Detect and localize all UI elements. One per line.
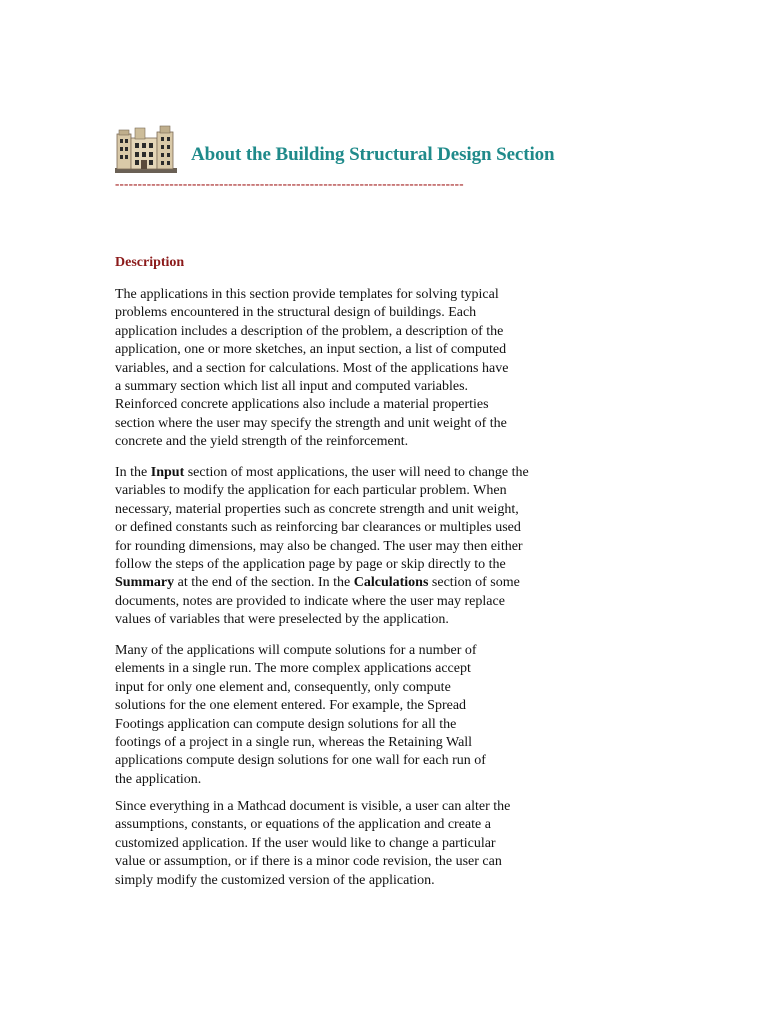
text-line: Footings application can compute design solutions for all the bbox=[115, 716, 457, 732]
text-line: application includes a description of the problem, a description of the bbox=[115, 323, 504, 339]
text-line: Reinforced concrete applications also include a material properties bbox=[115, 397, 489, 413]
paragraph-multiple-elements bbox=[115, 642, 565, 789]
emphasis-calculations: Calculations bbox=[353, 575, 429, 591]
text-line: a summary section which list all input and computed variables. bbox=[115, 379, 469, 395]
text-line: follow the steps of the application page by page or skip directly to the bbox=[115, 557, 506, 573]
emphasis-input: Input bbox=[150, 465, 185, 480]
text-line: customized application. If the user would like to change a particular bbox=[115, 835, 496, 851]
text-fragment: at the end of the section. In the bbox=[174, 575, 354, 591]
text-fragment: In the bbox=[115, 465, 151, 480]
text-line: The applications in this section provide templates for solving typical bbox=[115, 287, 499, 302]
text-line: values of variables that were preselected by the application. bbox=[115, 612, 449, 628]
text-line: Since everything in a Mathcad document is visible, a user can alter the bbox=[115, 799, 511, 814]
text-line: variables to modify the application for each particular problem. When bbox=[115, 483, 507, 499]
text-line: assumptions, constants, or equations of the application and create a bbox=[115, 817, 491, 833]
emphasis-summary: Summary bbox=[115, 575, 175, 591]
text-line: Many of the applications will compute solutions for a number of bbox=[115, 643, 477, 658]
page-title: About the Building Structural Design Section bbox=[191, 144, 555, 165]
text-line: elements in a single run. The more complex applications accept bbox=[115, 661, 471, 677]
paragraph-input-section bbox=[115, 464, 565, 630]
text-line: application, one or more sketches, an input section, a list of computed bbox=[115, 342, 507, 358]
text-line: applications compute design solutions for one wall for each run of bbox=[115, 753, 486, 769]
text-line: simply modify the customized version of the application. bbox=[115, 872, 435, 888]
section-heading-description: Description bbox=[115, 255, 185, 270]
text-line: or defined constants such as reinforcing bar clearances or multiples used bbox=[115, 520, 521, 536]
text-line: input for only one element and, consequently, only compute bbox=[115, 679, 451, 695]
building-icon bbox=[115, 124, 177, 174]
paragraph-templates bbox=[115, 286, 565, 452]
paragraph-customization bbox=[115, 798, 565, 890]
text-line: footings of a project in a single run, whereas the Retaining Wall bbox=[115, 735, 473, 751]
text-line: section where the user may specify the strength and unit weight of the bbox=[115, 415, 507, 431]
text-line: value or assumption, or if there is a minor code revision, the user can bbox=[115, 854, 502, 870]
text-line: problems encountered in the structural design of buildings. Each bbox=[115, 305, 477, 321]
text-line: for rounding dimensions, may also be changed. The user may then either bbox=[115, 538, 523, 554]
text-line: solutions for the one element entered. For example, the Spread bbox=[115, 698, 467, 714]
text-line: the application. bbox=[115, 771, 202, 787]
text-fragment: section of some bbox=[428, 575, 520, 591]
text-line bbox=[115, 464, 565, 482]
text-line: documents, notes are provided to indicate where the user may replace bbox=[115, 593, 505, 609]
text-line: variables, and a section for calculations. Most of the applications have bbox=[115, 360, 509, 376]
text-fragment: section of most applications, the user will need to change the bbox=[184, 465, 529, 480]
page-header bbox=[115, 124, 595, 176]
text-line: concrete and the yield strength of the reinforcement. bbox=[115, 434, 409, 450]
text-line: necessary, material properties such as concrete strength and unit weight, bbox=[115, 501, 519, 517]
divider: ----------------------------------------------------------------------------- bbox=[115, 178, 464, 190]
text-line bbox=[115, 574, 565, 592]
